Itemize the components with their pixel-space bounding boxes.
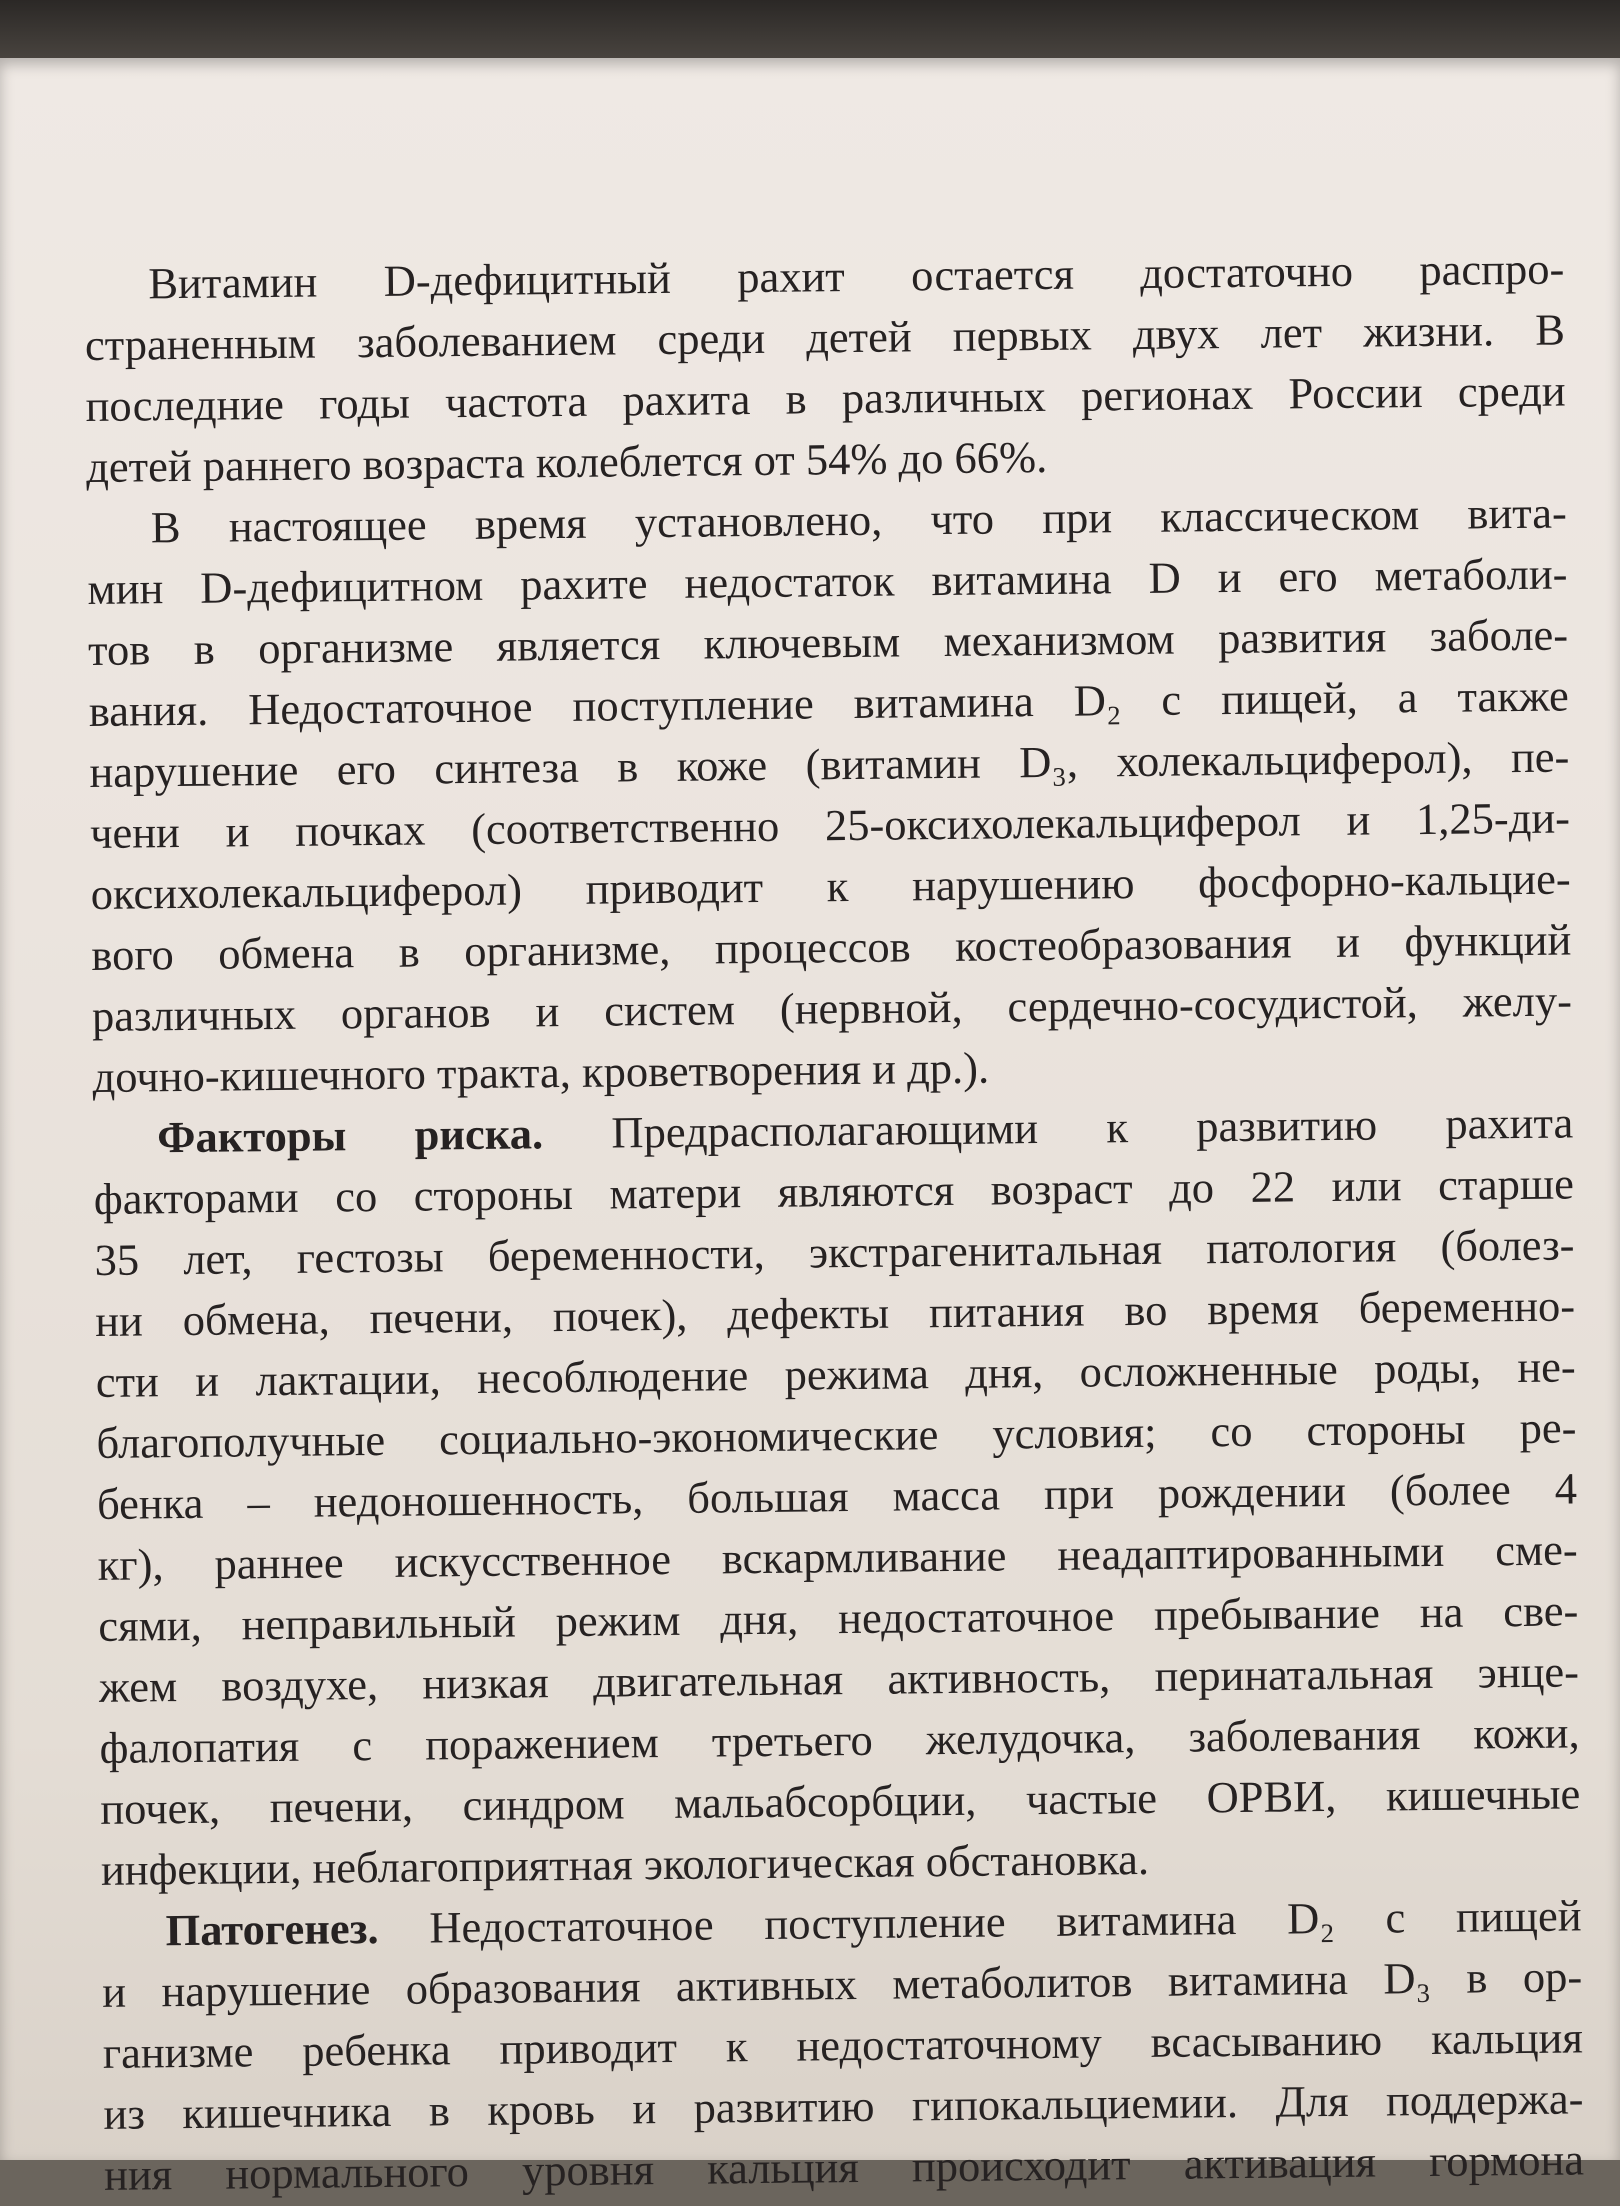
text-line: жем воздухе, низкая двигательная активность, перинатальная энце- [98, 1646, 1580, 1712]
text-line: 35 лет, гестозы беременности, экстрагенитальная патология (болез- [94, 1219, 1575, 1285]
text-fragment: Предрасполагающими к развитию рахита [611, 1097, 1574, 1158]
text-line: и нарушение образования активных метаболитов витамина D₃ в ор- [101, 1951, 1583, 2017]
text-line: бенка – недоношенность, большая масса при рождении (более 4 [96, 1463, 1578, 1529]
text-line: сями, неправильный режим дня, недостаточное пребывание на све- [98, 1585, 1579, 1651]
text-line: нарушение его синтеза в коже (витамин D₃, холекальциферол), пе- [89, 731, 1570, 797]
text-fragment: Недостаточное поступление витамина D₂ с пищей [429, 1890, 1582, 1953]
text-line: тов в организме является ключевым механизмом развития заболе- [87, 609, 1569, 675]
page-text [84, 239, 1584, 2206]
text-line: благополучные социально-экономические условия; со стороны ре- [96, 1402, 1577, 1468]
text-line: ни обмена, печени, почек), дефекты питания во время беременно- [94, 1280, 1576, 1346]
text-line: ния нормального уровня кальция происходит активация гормона [103, 2134, 1585, 2200]
text-line: оксихолекальциферол) приводит к нарушению фосфорно-кальцие- [90, 853, 1571, 919]
text-line: ганизме ребенка приводит к недостаточному всасыванию кальция [102, 2012, 1584, 2078]
text-line: последние годы частота рахита в различных регионах России среди [85, 365, 1566, 431]
text-line: почек, печени, синдром мальабсорбции, частые ОРВИ, кишечные [100, 1768, 1581, 1834]
paragraph-pathogenesis [101, 1885, 1584, 2205]
text-line: факторами со стороны матери являются возраст до 22 или старше [93, 1158, 1575, 1224]
paragraph-intro [84, 239, 1566, 498]
text-line: различных органов и систем (нервной, сердечно-сосудистой, желу- [91, 975, 1573, 1041]
paragraph-risk-factors [93, 1092, 1581, 1900]
background-dark-edge [0, 0, 1620, 62]
text-line: Витамин D-дефицитный рахит остается достаточно распро- [148, 243, 1565, 309]
section-heading-risk-factors: Факторы риска. [156, 1108, 544, 1163]
text-line: кг), раннее искусственное вскармливание неадаптированными сме- [97, 1524, 1578, 1590]
text-line: страненным заболеванием среди детей первых двух лет жизни. В [84, 304, 1566, 370]
text-line: мин D-дефицитном рахите недостаток витамина D и его метаболи- [87, 548, 1568, 614]
text-line: детей раннего возраста колеблется от 54% до 66%. [85, 431, 1048, 492]
text-line: чени и почках (соответственно 25-оксихолекальциферол и 1,25-ди- [89, 792, 1571, 858]
text-line: дочно-кишечного тракта, кроветворения и др.). [92, 1042, 990, 1102]
text-line: инфекции, неблагоприятная экологическая обстановка. [100, 1833, 1150, 1895]
text-line: вания. Недостаточное поступление витамина D₂ с пищей, а также [88, 670, 1569, 736]
text-line: фалопатия с поражением третьего желудочка, заболевания кожи, [99, 1707, 1580, 1773]
text-line: вого обмена в организме, процессов костеобразования и функций [91, 914, 1572, 980]
book-page [0, 58, 1620, 2200]
paragraph-mechanism [87, 482, 1573, 1107]
text-line: В настоящее время установлено, что при классическом вита- [150, 487, 1568, 553]
section-heading-pathogenesis: Патогенез. [165, 1903, 379, 1956]
text-line: из кишечника в кровь и развитию гипокальциемии. Для поддержа- [103, 2073, 1584, 2139]
text-line: сти и лактации, несоблюдение режима дня, осложненные роды, не- [95, 1341, 1576, 1407]
